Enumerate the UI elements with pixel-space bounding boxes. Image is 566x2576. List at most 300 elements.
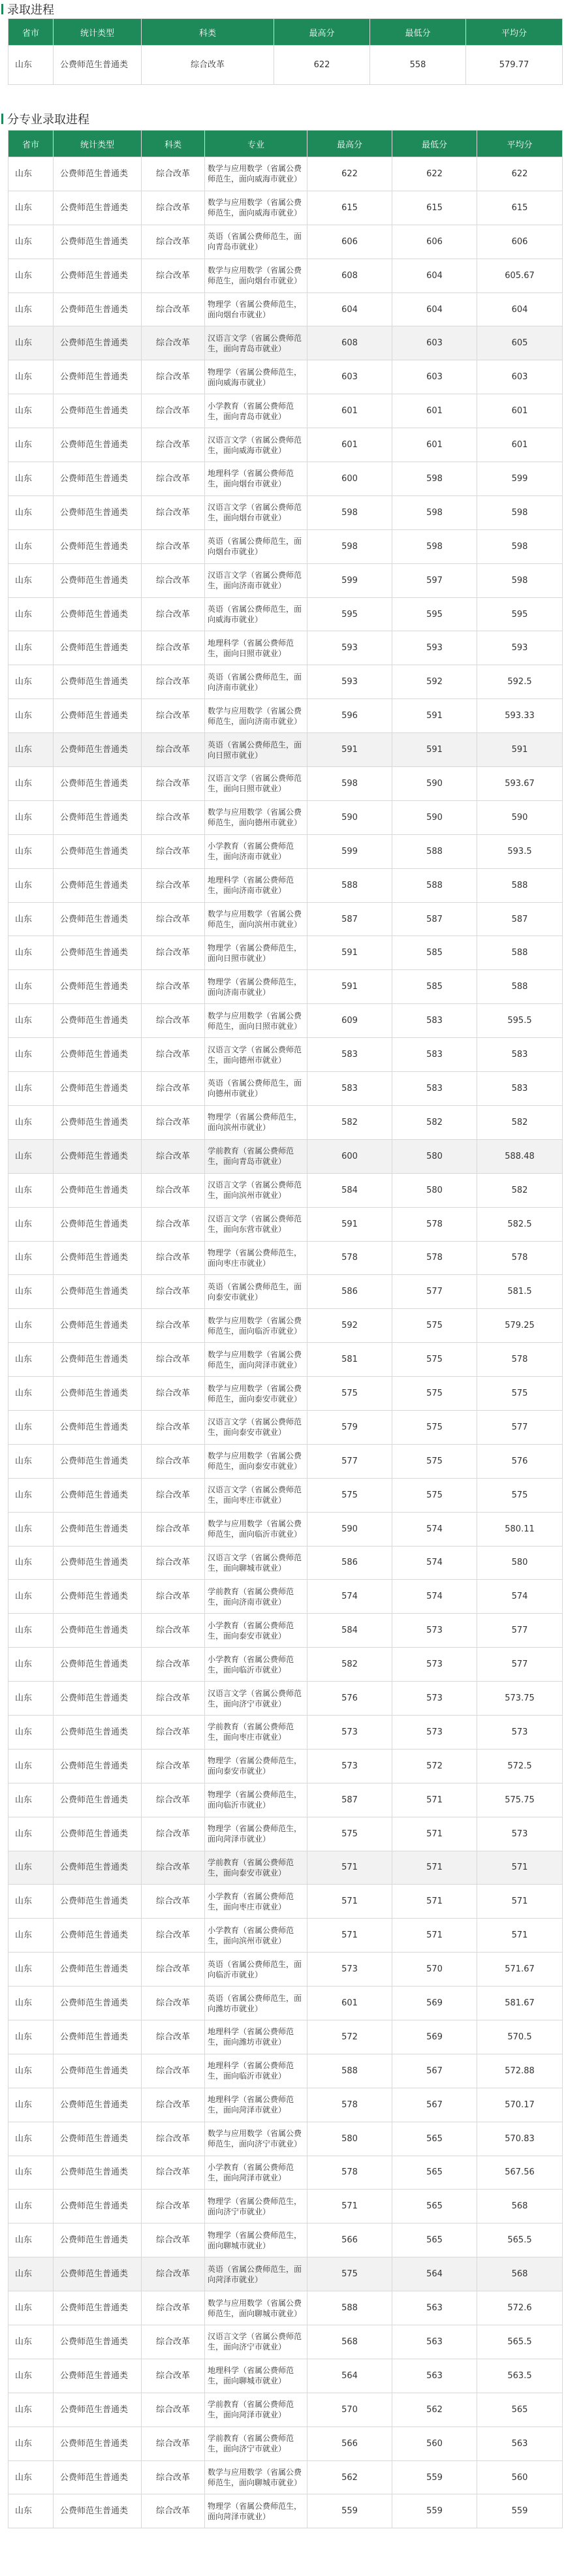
header-subject-category: 科类 — [142, 19, 274, 46]
table-row — [8, 191, 563, 225]
cell-stat-type: 公费师范生普通类 — [54, 1512, 142, 1546]
cell-avg-score: 575 — [477, 1377, 563, 1411]
cell-min-score: 571 — [392, 1783, 477, 1817]
cell-min-score: 590 — [392, 800, 477, 834]
cell-subject-category: 综合改革 — [142, 1207, 205, 1241]
cell-province: 山东 — [8, 2156, 54, 2190]
cell-min-score: 565 — [392, 2122, 477, 2156]
cell-subject-category: 综合改革 — [142, 2122, 205, 2156]
cell-subject-category: 综合改革 — [142, 1105, 205, 1139]
cell-avg-score: 565 — [477, 2393, 563, 2427]
cell-stat-type: 公费师范生普通类 — [54, 1851, 142, 1885]
cell-avg-score: 588 — [477, 970, 563, 1004]
cell-major: 物理学（省属公费师范生，面向烟台市就业） — [205, 292, 307, 326]
cell-subject-category: 综合改革 — [142, 2427, 205, 2460]
cell-stat-type: 公费师范生普通类 — [54, 2020, 142, 2054]
cell-major: 地理科学（省属公费师范生，面向临沂市就业） — [205, 2054, 307, 2088]
cell-min-score: 567 — [392, 2054, 477, 2088]
cell-max-score: 582 — [307, 1648, 392, 1682]
table-row — [8, 767, 563, 801]
cell-subject-category: 综合改革 — [142, 733, 205, 767]
table-row — [8, 2494, 563, 2528]
table-row — [8, 2088, 563, 2122]
cell-stat-type: 公费师范生普通类 — [54, 1309, 142, 1343]
cell-stat-type: 公费师范生普通类 — [54, 699, 142, 733]
cell-province: 山东 — [8, 1851, 54, 1885]
cell-max-score: 608 — [307, 259, 392, 292]
cell-stat-type: 公费师范生普通类 — [54, 2088, 142, 2122]
cell-major: 汉语言文学（省属公费师范生，面向烟台市就业） — [205, 495, 307, 529]
cell-min-score: 592 — [392, 665, 477, 699]
cell-subject-category: 综合改革 — [142, 1715, 205, 1749]
cell-subject-category: 综合改革 — [142, 868, 205, 902]
section-title-major-admission-progress — [0, 108, 566, 130]
cell-major: 数学与应用数学（省属公费师范生，面向菏泽市就业） — [205, 1343, 307, 1377]
table-row — [8, 1648, 563, 1682]
cell-major: 学前教育（省属公费师范生，面向济南市就业） — [205, 1580, 307, 1614]
cell-subject-category: 综合改革 — [142, 2359, 205, 2393]
section-major-admission-progress — [0, 108, 566, 2528]
cell-max-score: 601 — [307, 1987, 392, 2020]
cell-min-score: 567 — [392, 2088, 477, 2122]
cell-major: 英语（省属公费师范生，面向烟台市就业） — [205, 529, 307, 563]
cell-avg-score: 588.48 — [477, 1139, 563, 1173]
cell-max-score: 562 — [307, 2460, 392, 2494]
cell-avg-score: 571 — [477, 1919, 563, 1953]
cell-province: 山东 — [8, 326, 54, 360]
cell-province: 山东 — [8, 1953, 54, 1987]
cell-major: 汉语言文学（省属公费师范生，面向青岛市就业） — [205, 326, 307, 360]
cell-province: 山东 — [8, 1105, 54, 1139]
cell-province: 山东 — [8, 1207, 54, 1241]
cell-province: 山东 — [8, 2257, 54, 2291]
cell-avg-score: 582 — [477, 1173, 563, 1207]
cell-subject-category: 综合改革 — [142, 1580, 205, 1614]
table-row — [8, 1410, 563, 1444]
cell-avg-score: 593 — [477, 631, 563, 665]
table-row — [8, 1987, 563, 2020]
cell-max-score: 598 — [307, 495, 392, 529]
cell-avg-score: 565.5 — [477, 2325, 563, 2359]
table-row — [8, 428, 563, 462]
title-accent-bar — [1, 114, 3, 124]
cell-subject-category: 综合改革 — [142, 2257, 205, 2291]
cell-subject-category: 综合改革 — [142, 970, 205, 1004]
cell-province: 山东 — [8, 631, 54, 665]
cell-max-score: 571 — [307, 1885, 392, 1919]
cell-stat-type: 公费师范生普通类 — [54, 1004, 142, 1038]
table-row — [8, 902, 563, 936]
table-row — [8, 1749, 563, 1783]
cell-province: 山东 — [8, 2460, 54, 2494]
major-table-body — [8, 157, 563, 2528]
cell-min-score: 573 — [392, 1715, 477, 1749]
cell-avg-score: 577 — [477, 1410, 563, 1444]
cell-max-score: 559 — [307, 2494, 392, 2528]
cell-province: 山东 — [8, 157, 54, 191]
cell-province: 山东 — [8, 2291, 54, 2325]
cell-min-score: 590 — [392, 767, 477, 801]
cell-province: 山东 — [8, 2223, 54, 2257]
section-title-admission-progress — [0, 0, 566, 18]
cell-avg-score: 571.67 — [477, 1953, 563, 1987]
cell-min-score: 573 — [392, 1648, 477, 1682]
cell-stat-type: 公费师范生普通类 — [54, 1410, 142, 1444]
table-row — [8, 1275, 563, 1309]
cell-min-score: 565 — [392, 2190, 477, 2223]
cell-subject-category: 综合改革 — [142, 191, 205, 225]
major-admission-table — [8, 130, 563, 2528]
cell-avg-score: 571 — [477, 1851, 563, 1885]
table-row — [8, 699, 563, 733]
cell-avg-score: 599 — [477, 462, 563, 496]
cell-min-score: 615 — [392, 191, 477, 225]
cell-min-score: 575 — [392, 1444, 477, 1478]
cell-max-score: 578 — [307, 1241, 392, 1275]
cell-major: 小学教育（省属公费师范生，面向青岛市就业） — [205, 394, 307, 428]
cell-min-score: 570 — [392, 1953, 477, 1987]
cell-stat-type: 公费师范生普通类 — [54, 46, 142, 85]
cell-province: 山东 — [8, 2325, 54, 2359]
cell-stat-type: 公费师范生普通类 — [54, 1038, 142, 1072]
cell-min-score: 575 — [392, 1410, 477, 1444]
cell-max-score: 587 — [307, 1783, 392, 1817]
cell-stat-type: 公费师范生普通类 — [54, 1885, 142, 1919]
cell-subject-category: 综合改革 — [142, 1682, 205, 1716]
table-row — [8, 2460, 563, 2494]
cell-province: 山东 — [8, 2427, 54, 2460]
cell-min-score: 598 — [392, 529, 477, 563]
cell-max-score: 622 — [274, 46, 370, 85]
cell-stat-type: 公费师范生普通类 — [54, 1682, 142, 1716]
cell-major: 地理科学（省属公费师范生，面向聊城市就业） — [205, 2359, 307, 2393]
cell-min-score: 588 — [392, 834, 477, 868]
cell-stat-type: 公费师范生普通类 — [54, 1377, 142, 1411]
cell-province: 山东 — [8, 1139, 54, 1173]
cell-min-score: 591 — [392, 699, 477, 733]
cell-max-score: 591 — [307, 970, 392, 1004]
table-row — [8, 1512, 563, 1546]
cell-max-score: 609 — [307, 1004, 392, 1038]
table-row — [8, 1038, 563, 1072]
cell-min-score: 562 — [392, 2393, 477, 2427]
cell-stat-type: 公费师范生普通类 — [54, 1207, 142, 1241]
table-row — [8, 225, 563, 259]
cell-max-score: 564 — [307, 2359, 392, 2393]
table-row — [8, 1546, 563, 1580]
cell-stat-type: 公费师范生普通类 — [54, 1072, 142, 1106]
cell-min-score: 565 — [392, 2223, 477, 2257]
cell-subject-category: 综合改革 — [142, 1919, 205, 1953]
cell-min-score: 575 — [392, 1478, 477, 1512]
cell-major: 物理学（省属公费师范生，面向日照市就业） — [205, 936, 307, 970]
cell-min-score: 575 — [392, 1309, 477, 1343]
cell-major: 汉语言文学（省属公费师范生，面向济宁市就业） — [205, 2325, 307, 2359]
cell-major: 物理学（省属公费师范生，面向枣庄市就业） — [205, 1241, 307, 1275]
cell-stat-type: 公费师范生普通类 — [54, 1139, 142, 1173]
cell-min-score: 575 — [392, 1377, 477, 1411]
cell-stat-type: 公费师范生普通类 — [54, 157, 142, 191]
table-row — [8, 1783, 563, 1817]
cell-avg-score: 581.67 — [477, 1987, 563, 2020]
cell-province: 山东 — [8, 834, 54, 868]
cell-major: 英语（省属公费师范生，面向威海市就业） — [205, 597, 307, 631]
cell-stat-type: 公费师范生普通类 — [54, 495, 142, 529]
cell-max-score: 578 — [307, 2088, 392, 2122]
cell-max-score: 622 — [307, 157, 392, 191]
cell-max-score: 591 — [307, 733, 392, 767]
cell-subject-category: 综合改革 — [142, 1478, 205, 1512]
cell-stat-type: 公费师范生普通类 — [54, 1173, 142, 1207]
cell-min-score: 598 — [392, 462, 477, 496]
table-row — [8, 259, 563, 292]
cell-min-score: 574 — [392, 1512, 477, 1546]
cell-stat-type: 公费师范生普通类 — [54, 1546, 142, 1580]
header-max-score: 最高分 — [307, 131, 392, 157]
cell-major: 物理学（省属公费师范生，面向济宁市就业） — [205, 2190, 307, 2223]
cell-avg-score: 570.17 — [477, 2088, 563, 2122]
cell-stat-type: 公费师范生普通类 — [54, 1444, 142, 1478]
cell-province: 山东 — [8, 2494, 54, 2528]
cell-max-score: 571 — [307, 2190, 392, 2223]
table-row — [8, 2359, 563, 2393]
cell-province: 山东 — [8, 292, 54, 326]
cell-subject-category: 综合改革 — [142, 1851, 205, 1885]
cell-min-score: 597 — [392, 563, 477, 597]
cell-min-score: 573 — [392, 1682, 477, 1716]
cell-avg-score: 568 — [477, 2190, 563, 2223]
table-row — [8, 394, 563, 428]
cell-min-score: 585 — [392, 970, 477, 1004]
cell-stat-type: 公费师范生普通类 — [54, 631, 142, 665]
cell-min-score: 583 — [392, 1038, 477, 1072]
cell-major: 地理科学（省属公费师范生，面向烟台市就业） — [205, 462, 307, 496]
cell-subject-category: 综合改革 — [142, 1038, 205, 1072]
section-title-text: 录取进程 — [7, 3, 54, 17]
table-row — [8, 1241, 563, 1275]
cell-province: 山东 — [8, 529, 54, 563]
cell-max-score: 615 — [307, 191, 392, 225]
cell-max-score: 586 — [307, 1546, 392, 1580]
cell-major: 小学教育（省属公费师范生，面向临沂市就业） — [205, 1648, 307, 1682]
table-row — [8, 1715, 563, 1749]
cell-avg-score: 583 — [477, 1072, 563, 1106]
cell-stat-type: 公费师范生普通类 — [54, 1343, 142, 1377]
cell-avg-score: 563.5 — [477, 2359, 563, 2393]
cell-province: 山东 — [8, 1241, 54, 1275]
cell-province: 山东 — [8, 1987, 54, 2020]
cell-province: 山东 — [8, 1512, 54, 1546]
cell-avg-score: 565.5 — [477, 2223, 563, 2257]
cell-max-score: 593 — [307, 631, 392, 665]
cell-major: 数学与应用数学（省属公费师范生，面向济宁市就业） — [205, 2122, 307, 2156]
cell-major: 物理学（省属公费师范生，面向济南市就业） — [205, 970, 307, 1004]
cell-province: 山东 — [8, 902, 54, 936]
cell-subject-category: 综合改革 — [142, 2325, 205, 2359]
cell-min-score: 571 — [392, 1851, 477, 1885]
cell-max-score: 604 — [307, 292, 392, 326]
cell-major: 汉语言文学（省属公费师范生，面向泰安市就业） — [205, 1410, 307, 1444]
cell-avg-score: 615 — [477, 191, 563, 225]
cell-subject-category: 综合改革 — [142, 326, 205, 360]
cell-min-score: 572 — [392, 1749, 477, 1783]
cell-province: 山东 — [8, 2054, 54, 2088]
cell-min-score: 563 — [392, 2359, 477, 2393]
table-row — [8, 631, 563, 665]
cell-stat-type: 公费师范生普通类 — [54, 767, 142, 801]
cell-major: 英语（省属公费师范生，面向潍坊市就业） — [205, 1987, 307, 2020]
cell-stat-type: 公费师范生普通类 — [54, 834, 142, 868]
cell-major: 汉语言文学（省属公费师范生，面向德州市就业） — [205, 1038, 307, 1072]
cell-avg-score: 606 — [477, 225, 563, 259]
cell-max-score: 606 — [307, 225, 392, 259]
cell-major: 小学教育（省属公费师范生，面向枣庄市就业） — [205, 1885, 307, 1919]
cell-stat-type: 公费师范生普通类 — [54, 1817, 142, 1851]
cell-max-score: 579 — [307, 1410, 392, 1444]
cell-province: 山东 — [8, 1546, 54, 1580]
cell-major: 汉语言文学（省属公费师范生，面向枣庄市就业） — [205, 1478, 307, 1512]
cell-max-score: 571 — [307, 1919, 392, 1953]
cell-subject-category: 综合改革 — [142, 936, 205, 970]
cell-stat-type: 公费师范生普通类 — [54, 1580, 142, 1614]
cell-province: 山东 — [8, 1004, 54, 1038]
cell-min-score: 569 — [392, 1987, 477, 2020]
cell-major: 学前教育（省属公费师范生，面向泰安市就业） — [205, 1851, 307, 1885]
cell-stat-type: 公费师范生普通类 — [54, 360, 142, 394]
cell-avg-score: 593.67 — [477, 767, 563, 801]
cell-major: 数学与应用数学（省属公费师范生，面向滨州市就业） — [205, 902, 307, 936]
cell-min-score: 601 — [392, 428, 477, 462]
cell-province: 山东 — [8, 2393, 54, 2427]
cell-major: 物理学（省属公费师范生，面向滨州市就业） — [205, 1105, 307, 1139]
cell-major: 数学与应用数学（省属公费师范生，面向临沂市就业） — [205, 1512, 307, 1546]
cell-avg-score: 559 — [477, 2494, 563, 2528]
cell-max-score: 572 — [307, 2020, 392, 2054]
cell-major: 数学与应用数学（省属公费师范生，面向临沂市就业） — [205, 1309, 307, 1343]
cell-subject-category: 综合改革 — [142, 1749, 205, 1783]
cell-subject-category: 综合改革 — [142, 1512, 205, 1546]
table-row — [8, 1478, 563, 1512]
cell-max-score: 590 — [307, 800, 392, 834]
cell-major: 数学与应用数学（省属公费师范生，面向聊城市就业） — [205, 2460, 307, 2494]
table-row — [8, 1207, 563, 1241]
cell-avg-score: 570.5 — [477, 2020, 563, 2054]
table-row — [8, 834, 563, 868]
cell-max-score: 582 — [307, 1105, 392, 1139]
cell-max-score: 574 — [307, 1580, 392, 1614]
cell-major: 地理科学（省属公费师范生，面向日照市就业） — [205, 631, 307, 665]
table-row — [8, 2156, 563, 2190]
cell-max-score: 600 — [307, 462, 392, 496]
cell-max-score: 599 — [307, 834, 392, 868]
cell-subject-category: 综合改革 — [142, 2088, 205, 2122]
cell-major: 英语（省属公费师范生，面向德州市就业） — [205, 1072, 307, 1106]
cell-province: 山东 — [8, 191, 54, 225]
table-row — [8, 2257, 563, 2291]
cell-stat-type: 公费师范生普通类 — [54, 733, 142, 767]
cell-subject-category: 综合改革 — [142, 631, 205, 665]
cell-stat-type: 公费师范生普通类 — [54, 2393, 142, 2427]
cell-province: 山东 — [8, 259, 54, 292]
cell-max-score: 598 — [307, 767, 392, 801]
cell-stat-type: 公费师范生普通类 — [54, 2427, 142, 2460]
cell-major: 地理科学（省属公费师范生，面向菏泽市就业） — [205, 2088, 307, 2122]
cell-max-score: 581 — [307, 1343, 392, 1377]
cell-max-score: 577 — [307, 1444, 392, 1478]
cell-max-score: 598 — [307, 529, 392, 563]
cell-stat-type: 公费师范生普通类 — [54, 970, 142, 1004]
cell-avg-score: 582 — [477, 1105, 563, 1139]
cell-major: 英语（省属公费师范生，面向临沂市就业） — [205, 1953, 307, 1987]
table-row — [8, 1343, 563, 1377]
table-header-row — [8, 19, 563, 46]
cell-min-score: 558 — [370, 46, 466, 85]
cell-avg-score: 601 — [477, 394, 563, 428]
cell-max-score: 588 — [307, 2291, 392, 2325]
header-min-score: 最低分 — [392, 131, 477, 157]
cell-major: 汉语言文学（省属公费师范生，面向日照市就业） — [205, 767, 307, 801]
table-row — [8, 1919, 563, 1953]
cell-avg-score: 570.83 — [477, 2122, 563, 2156]
cell-province: 山东 — [8, 1919, 54, 1953]
cell-stat-type: 公费师范生普通类 — [54, 868, 142, 902]
cell-subject-category: 综合改革 — [142, 462, 205, 496]
cell-major: 英语（省属公费师范生，面向济南市就业） — [205, 665, 307, 699]
cell-max-score: 570 — [307, 2393, 392, 2427]
cell-min-score: 569 — [392, 2020, 477, 2054]
cell-major: 物理学（省属公费师范生，面向临沂市就业） — [205, 1783, 307, 1817]
cell-max-score: 580 — [307, 2122, 392, 2156]
cell-major: 汉语言文学（省属公费师范生，面向滨州市就业） — [205, 1173, 307, 1207]
cell-stat-type: 公费师范生普通类 — [54, 936, 142, 970]
cell-province: 山东 — [8, 2020, 54, 2054]
header-avg-score: 平均分 — [466, 19, 563, 46]
table-row — [8, 1072, 563, 1106]
cell-min-score: 583 — [392, 1004, 477, 1038]
table-row — [8, 292, 563, 326]
table-row — [8, 2291, 563, 2325]
cell-subject-category: 综合改革 — [142, 1783, 205, 1817]
cell-stat-type: 公费师范生普通类 — [54, 1105, 142, 1139]
cell-subject-category: 综合改革 — [142, 1410, 205, 1444]
cell-major: 物理学（省属公费师范生，面向菏泽市就业） — [205, 2494, 307, 2528]
cell-major: 英语（省属公费师范生，面向青岛市就业） — [205, 225, 307, 259]
cell-subject-category: 综合改革 — [142, 597, 205, 631]
cell-max-score: 599 — [307, 563, 392, 597]
cell-subject-category: 综合改革 — [142, 292, 205, 326]
table-row — [8, 462, 563, 496]
cell-max-score: 603 — [307, 360, 392, 394]
cell-subject-category: 综合改革 — [142, 1885, 205, 1919]
cell-subject-category: 综合改革 — [142, 2054, 205, 2088]
cell-min-score: 583 — [392, 1072, 477, 1106]
cell-major: 数学与应用数学（省属公费师范生，面向威海市就业） — [205, 191, 307, 225]
table-row — [8, 1139, 563, 1173]
cell-avg-score: 567.56 — [477, 2156, 563, 2190]
cell-province: 山东 — [8, 936, 54, 970]
cell-major: 数学与应用数学（省属公费师范生，面向日照市就业） — [205, 1004, 307, 1038]
cell-stat-type: 公费师范生普通类 — [54, 800, 142, 834]
cell-avg-score: 592.5 — [477, 665, 563, 699]
cell-subject-category: 综合改革 — [142, 1648, 205, 1682]
cell-avg-score: 572.88 — [477, 2054, 563, 2088]
cell-major: 学前教育（省属公费师范生，面向菏泽市就业） — [205, 2393, 307, 2427]
cell-stat-type: 公费师范生普通类 — [54, 2190, 142, 2223]
cell-max-score: 566 — [307, 2223, 392, 2257]
cell-subject-category: 综合改革 — [142, 1004, 205, 1038]
cell-subject-category: 综合改革 — [142, 1546, 205, 1580]
cell-province: 山东 — [8, 2122, 54, 2156]
